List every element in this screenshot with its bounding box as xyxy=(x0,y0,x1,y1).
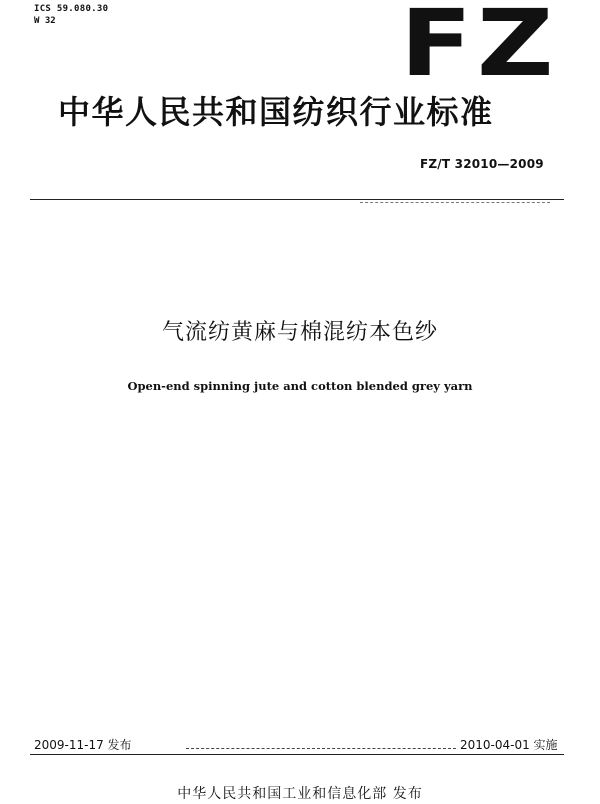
document-title-chinese: 气流纺黄麻与棉混纺本色纱 xyxy=(161,320,438,345)
standard-category-title: 中华人民共和国纺织行业标准 xyxy=(58,93,494,131)
header-divider xyxy=(30,199,564,200)
document-title-english: Open-end spinning jute and cotton blended grey yarn xyxy=(127,379,473,393)
ics-code: ICS 59.080.30 xyxy=(34,4,109,14)
ccs-code: W 32 xyxy=(34,16,56,26)
implementation-date: 2010-04-01 实施 xyxy=(460,738,558,752)
issue-date: 2009-11-17 发布 xyxy=(34,738,132,752)
date-leader-dashes xyxy=(186,748,456,749)
issuing-authority: 中华人民共和国工业和信息化部 发布 xyxy=(177,786,423,802)
header-divider-shadow xyxy=(360,202,550,203)
fz-logo: FZ xyxy=(400,0,559,97)
standard-number: FZ/T 32010—2009 xyxy=(420,157,544,171)
footer-divider xyxy=(30,754,564,755)
